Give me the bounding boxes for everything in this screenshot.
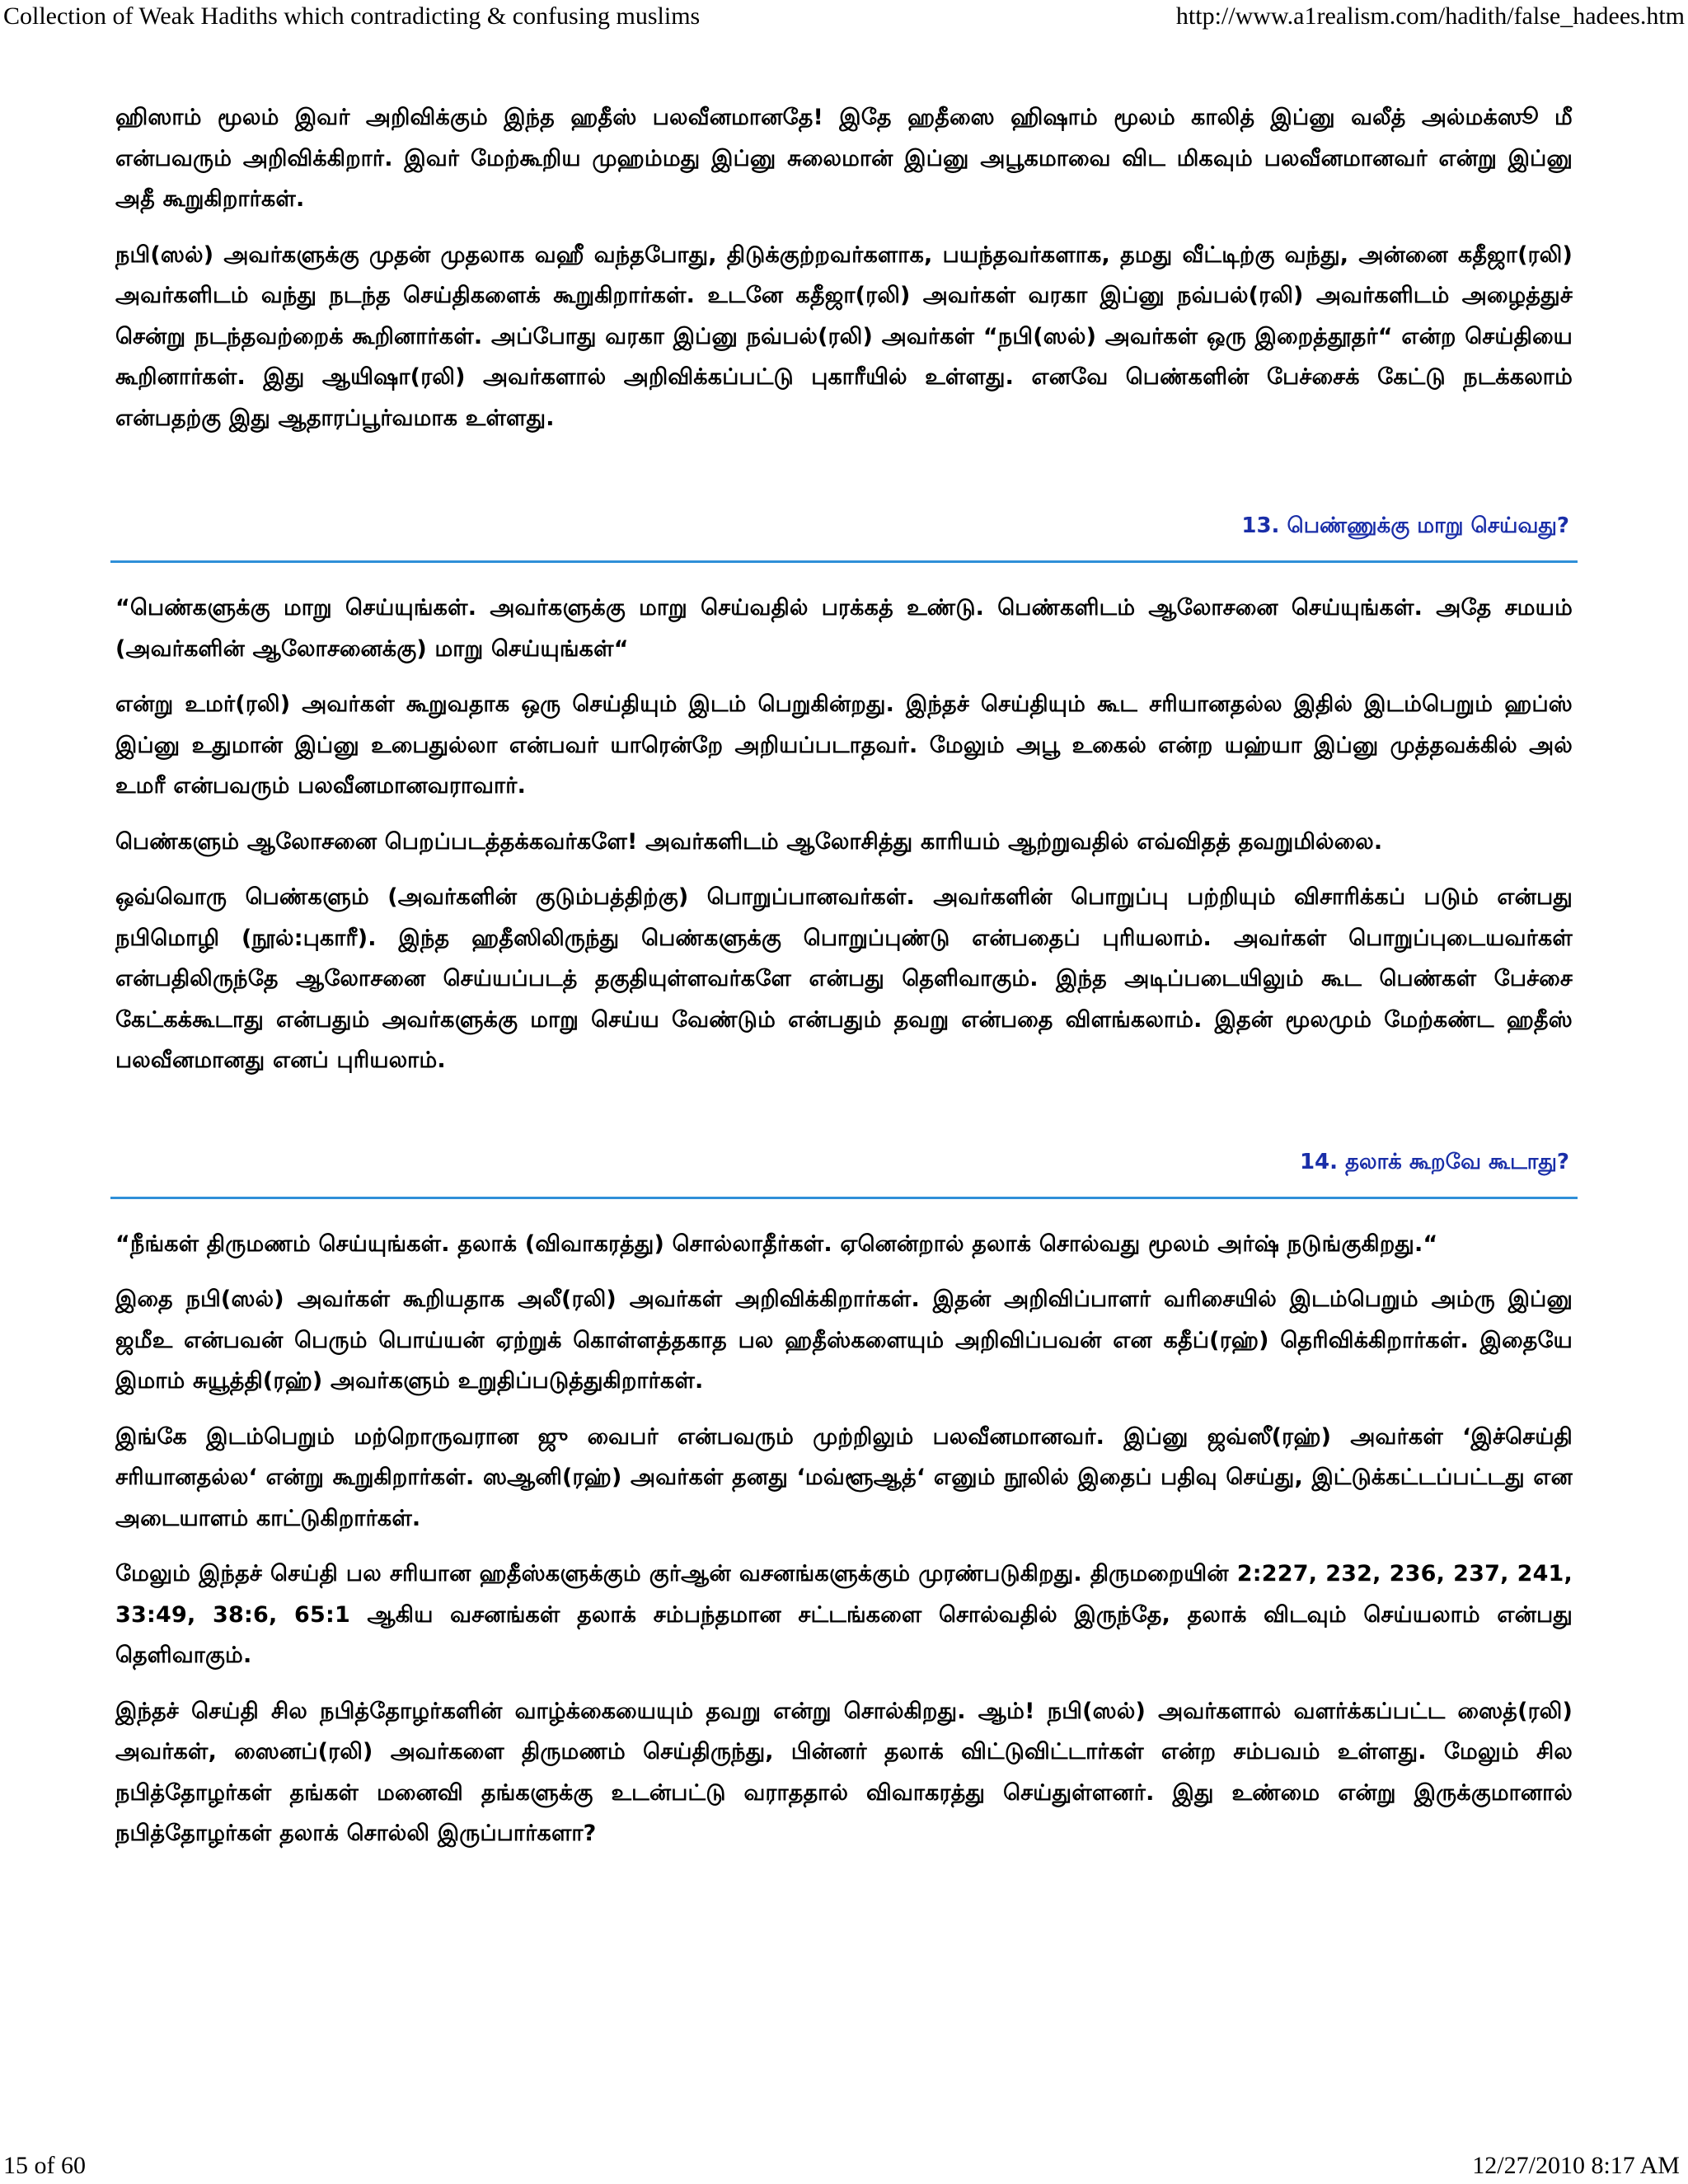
article-body (115, 97, 1573, 1869)
paragraph: மேலும் இந்தச் செய்தி பல சரியான ஹதீஸ்களுக்கும் குர்ஆன் வசனங்களுக்கும் முரண்படுகிறது. திருமறையின் 2:227, 232, 236, 237, 241, 33:49, 38:6, 65:1 ஆகிய வசனங்கள் தலாக் சம்பந்தமான சட்டங்களை சொல்வதில் இருந்தே, தலாக் விடவும் செய்யலாம் என்பது தெளிவாகும். (115, 1561, 1573, 1668)
section-heading-14: 14. தலாக் கூறவே கூடாது? (1299, 1149, 1569, 1174)
print-timestamp: 12/27/2010 8:17 AM (1472, 2152, 1680, 2179)
section-divider (110, 560, 1578, 563)
page-counter: 15 of 60 (3, 2152, 86, 2179)
spacer (115, 1096, 1573, 1146)
paragraph: நபி(ஸல்) அவர்களுக்கு முதன் முதலாக வஹீ வந்தபோது, திடுக்குற்றவர்களாக, பயந்தவர்களாக, தமது வீட்டிற்கு வந்து, அன்னை கதீஜா(ரலி) அவர்களிடம் வந்து நடந்த செய்திகளைக் கூறுகிறார்கள். உடனே கதீஜா(ரலி) அவர்கள் வரகா இப்னு நவ்பல்(ரலி) அவர்களிடம் அழைத்துச் சென்று நடந்தவற்றைக் கூறினார்கள். அப்போது வரகா இப்னு நவ்பல்(ரலி) அவர்கள் “நபி(ஸல்) அவர்கள் ஒரு இறைத்தூதர்“ என்ற செய்தியை கூறினார்கள். இது ஆயிஷா(ரலி) அவர்களால் அறிவிக்கப்பட்டு புகாரீயில் உள்ளது. எனவே பெண்களின் பேச்சைக் கேட்டு நடக்கலாம் என்பதற்கு இது ஆதாரப்பூர்வமாக உள்ளது. (115, 241, 1573, 431)
paragraph: ஒவ்வொரு பெண்களும் (அவர்களின் குடும்பத்திற்கு) பொறுப்பானவர்கள். அவர்களின் பொறுப்பு பற்றியும் விசாரிக்கப் படும் என்பது நபிமொழி (நூல்:புகாரீ). இந்த ஹதீஸிலிருந்து பெண்களுக்கு பொறுப்புண்டு என்பதைப் புரியலாம். அவர்கள் பொறுப்புடையவர்கள் என்பதிலிருந்தே ஆலோசனை செய்யப்படத் தகுதியுள்ளவர்களே என்பது தெளிவாகும். இந்த அடிப்படையிலும் கூட பெண்கள் பேச்சை கேட்கக்கூடாது என்பதும் அவர்களுக்கு மாறு செய்ய வேண்டும் என்பதும் தவறு என்பதை விளங்கலாம். இதன் மூலமும் மேற்கண்ட ஹதீஸ் பலவீனமானது எனப் புரியலாம். (115, 884, 1573, 1073)
paragraph: இதை நபி(ஸல்) அவர்கள் கூறியதாக அலீ(ரலி) அவர்கள் அறிவிக்கிறார்கள். இதன் அறிவிப்பாளர் வரிசையில் இடம்பெறும் அம்ரு இப்னு ஜமீஉ என்பவன் பெரும் பொய்யன் ஏற்றுக் கொள்ளத்தகாத பல ஹதீஸ்களையும் அறிவிப்பவன் என கதீப்(ரஹ்) தெரிவிக்கிறார்கள். இதையே இமாம் சுயூத்தி(ரஹ்) அவர்களும் உறுதிப்படுத்துகிறார்கள். (115, 1286, 1573, 1394)
browser-print-url: http://www.a1realism.com/hadith/false_hadees.htm (1175, 2, 1685, 30)
paragraph: பெண்களும் ஆலோசனை பெறப்படத்தக்கவர்களே! அவர்களிடம் ஆலோசித்து காரியம் ஆற்றுவதில் எவ்விதத் தவறுமில்லை. (115, 828, 1383, 855)
browser-print-title: Collection of Weak Hadiths which contradicting & confusing muslims (3, 2, 701, 30)
section-divider (110, 1197, 1578, 1199)
paragraph: இங்கே இடம்பெறும் மற்றொருவரான ஜு வைபர் என்பவரும் முற்றிலும் பலவீனமானவர். இப்னு ஜவ்ஸீ(ரஹ்) அவர்கள் ‘இச்செய்தி சரியானதல்ல‘ என்று கூறுகிறார்கள். ஸஆனி(ரஹ்) அவர்கள் தனது ‘மவ்ளூஆத்‘ எனும் நூலில் இதைப் பதிவு செய்து, இட்டுக்கட்டப்பட்டது என அடையாளம் காட்டுகிறார்கள். (115, 1423, 1573, 1531)
paragraph: என்று உமர்(ரலி) அவர்கள் கூறுவதாக ஒரு செய்தியும் இடம் பெறுகின்றது. இந்தச் செய்தியும் கூட சரியானதல்ல இதில் இடம்பெறும் ஹப்ஸ் இப்னு உதுமான் இப்னு உபைதுல்லா என்பவர் யாரென்றே அறியப்படாதவர். மேலும் அபூ உகைல் என்ற யஹ்யா இப்னு முத்தவக்கில் அல் உமரீ என்பவரும் பலவீனமானவராவார். (115, 691, 1573, 799)
paragraph: ஹிஸாம் மூலம் இவர் அறிவிக்கும் இந்த ஹதீஸ் பலவீனமானதே! இதே ஹதீஸை ஹிஷாம் மூலம் காலித் இப்னு வலீத் அல்மக்ஸூ மீ என்பவரும் அறிவிக்கிறார். இவர் மேற்கூறிய முஹம்மது இப்னு சுலைமான் இப்னு அபூகமாவை விட மிகவும் பலவீனமானவர் என்று இப்னு அதீ கூறுகிறார்கள். (115, 105, 1573, 212)
quote-paragraph: “நீங்கள் திருமணம் செய்யுங்கள். தலாக் (விவாகரத்து) சொல்லாதீர்கள். ஏனென்றால் தலாக் சொல்வது மூலம் அர்ஷ் நடுங்குகிறது.“ (115, 1230, 1438, 1257)
quote-paragraph: “பெண்களுக்கு மாறு செய்யுங்கள். அவர்களுக்கு மாறு செய்வதில் பரக்கத் உண்டு. பெண்களிடம் ஆலோசனை செய்யுங்கள். அதே சமயம் (அவர்களின் ஆலோசனைக்கு) மாறு செய்யுங்கள்“ (115, 595, 1573, 662)
section-heading-13: 13. பெண்ணுக்கு மாறு செய்வது? (1241, 513, 1569, 538)
paragraph: இந்தச் செய்தி சில நபித்தோழர்களின் வாழ்க்கையையும் தவறு என்று சொல்கிறது. ஆம்! நபி(ஸல்) அவர்களால் வளர்க்கப்பட்ட ஸைத்(ரலி) அவர்கள், ஸைனப்(ரலி) அவர்களை திருமணம் செய்திருந்து, பின்னர் தலாக் விட்டுவிட்டார்கள் என்ற சம்பவம் உள்ளது. மேலும் சில நபித்தோழர்கள் தங்கள் மனைவி தங்களுக்கு உடன்பட்டு வராததால் விவாகரத்து செய்துள்ளனர். இது உண்மை என்று இருக்குமானால் நபித்தோழர்கள் தலாக் சொல்லி இருப்பார்களா? (115, 1698, 1573, 1846)
spacer (115, 453, 1573, 509)
